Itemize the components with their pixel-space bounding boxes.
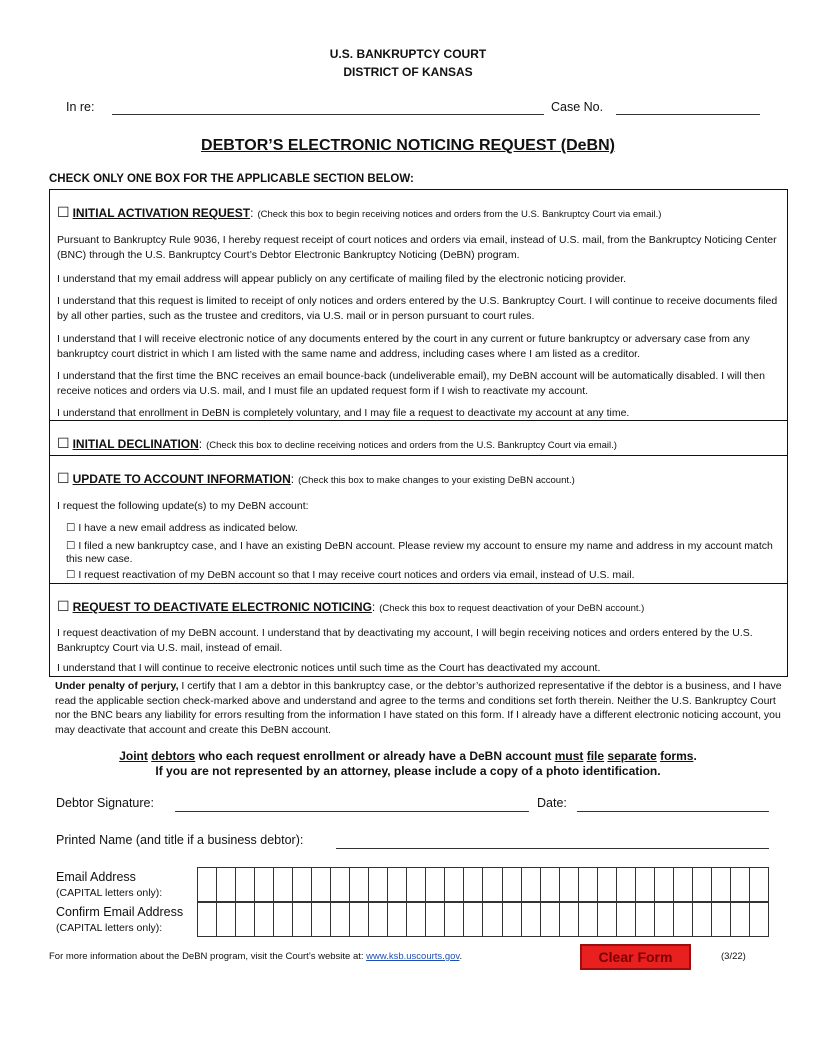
activation-paragraph-2: I understand that my email address will appear publicly on any certificate of mailing filed by the electronic noticing provider. bbox=[57, 273, 627, 285]
perjury-lead: Under penalty of perjury, bbox=[55, 680, 179, 692]
footer-period: . bbox=[459, 951, 463, 962]
must-word: must bbox=[554, 749, 584, 763]
perjury-text: I certify that I am a debtor in this bankruptcy case, or the debtor’s authorized representative if the debtor is a business, and I have read the applicable section check-marked above and understand and agree to the terms and conditions set forth therein. Neither the U.S. Bankruptcy Court nor the BNC bears any liability for errors resulting from the information I have stated on this form. If I already have a different electronic noticing account, you may deactivate that account and create this DeBN account. bbox=[55, 680, 782, 736]
confirm-email-grid[interactable] bbox=[197, 902, 769, 937]
date-label: Date: bbox=[537, 796, 567, 810]
update-account-checkbox[interactable]: ☐ bbox=[57, 470, 70, 486]
initial-declination-note: (Check this box to decline receiving notices and orders from the U.S. Bankruptcy Court via email.) bbox=[206, 440, 617, 451]
check-one-instruction: CHECK ONLY ONE BOX FOR THE APPLICABLE SECTION BELOW: bbox=[49, 173, 414, 185]
deactivate-header: ☐ REQUEST TO DEACTIVATE ELECTRONIC NOTICING: (Check this box to request deactivation of your DeBN account.) bbox=[57, 598, 645, 614]
new-email-checkbox[interactable]: ☐ bbox=[66, 522, 76, 534]
joint-debtors-notice bbox=[0, 749, 816, 764]
initial-declination-header: ☐ INITIAL DECLINATION: (Check this box to decline receiving notices and orders from the U.S. Bankruptcy Court via email.) bbox=[57, 435, 617, 451]
debtor-signature-field[interactable] bbox=[175, 811, 529, 812]
reactivation-label: I request reactivation of my DeBN account so that I may receive court notices and orders via email, instead of U.S. mail. bbox=[78, 569, 635, 581]
activation-paragraph-6: I understand that enrollment in DeBN is completely voluntary, and I may file a request to deactivate my account at any time. bbox=[57, 407, 630, 419]
activation-paragraph-3: I understand that this request is limited to receipt of only notices and orders entered by the U.S. Bankruptcy Court. I will continue to receive documents filed by all other parties, such as the trustee and creditors, via U.S. mail or in person pursuant to court rules. bbox=[57, 295, 778, 322]
court-website-link[interactable]: www.ksb.uscourts.gov bbox=[366, 951, 460, 962]
case-no-label: Case No. bbox=[551, 100, 604, 114]
initial-activation-note: (Check this box to begin receiving notices and orders from the U.S. Bankruptcy Court via email.) bbox=[257, 209, 662, 220]
activation-paragraph-4: I understand that I will receive electronic notice of any documents entered by the court in any current or future bankruptcy or adversary case from any bankruptcy court district in which I am listed with the same name and address, including cases where I am listed as a creditor. bbox=[57, 333, 750, 360]
forms-word: forms bbox=[660, 749, 694, 763]
deactivate-title: REQUEST TO DEACTIVATE ELECTRONIC NOTICING bbox=[72, 600, 372, 614]
email-capital-note: (CAPITAL letters only): bbox=[56, 887, 163, 899]
deactivate-paragraph-1: I request deactivation of my DeBN account. I understand that by deactivating my account, I will begin receiving notices and orders entered by the U.S. Bankruptcy Court via U.S. mail, instead of email. bbox=[57, 627, 753, 654]
update-option-reactivation bbox=[66, 569, 778, 582]
form-title: DEBTOR’S ELECTRONIC NOTICING REQUEST (DeBN) bbox=[201, 137, 615, 154]
reactivation-checkbox[interactable]: ☐ bbox=[66, 569, 76, 581]
email-address-grid[interactable] bbox=[197, 867, 769, 902]
initial-activation-header: ☐ INITIAL ACTIVATION REQUEST: (Check this box to begin receiving notices and orders from the U.S. Bankruptcy Court via email.) bbox=[57, 204, 662, 220]
update-account-intro: I request the following update(s) to my DeBN account: bbox=[57, 500, 309, 512]
initial-declination-title: INITIAL DECLINATION bbox=[72, 437, 199, 451]
printed-name-field[interactable] bbox=[336, 848, 769, 849]
confirm-capital-note: (CAPITAL letters only): bbox=[56, 922, 163, 934]
activation-paragraph-1: Pursuant to Bankruptcy Rule 9036, I hereby request receipt of court notices and orders via email, instead of U.S. mail, from the Bankruptcy Noticing Center (BNC) through the U.S. Bankruptcy Court’s Debtor Electronic Bankruptcy Noticing (DeBN) program. bbox=[57, 234, 777, 261]
deactivate-note: (Check this box to request deactivation of your DeBN account.) bbox=[379, 603, 645, 614]
new-case-label: I filed a new bankruptcy case, and I have an existing DeBN account. Please review my account to ensure my name and address in my account match this new case. bbox=[66, 540, 773, 565]
update-account-note: (Check this box to make changes to your existing DeBN account.) bbox=[298, 475, 575, 486]
deactivate-checkbox[interactable]: ☐ bbox=[57, 598, 70, 614]
case-no-field[interactable] bbox=[616, 114, 760, 115]
new-case-checkbox[interactable]: ☐ bbox=[66, 540, 76, 552]
deactivate-paragraph-2: I understand that I will continue to receive electronic notices until such time as the Court has deactivated my account. bbox=[57, 662, 601, 674]
joint-word: Joint bbox=[119, 749, 148, 763]
printed-name-label: Printed Name (and title if a business debtor): bbox=[56, 833, 304, 847]
debtors-word: debtors bbox=[151, 749, 196, 763]
court-name: U.S. BANKRUPTCY COURT bbox=[329, 47, 487, 61]
joint-period: . bbox=[693, 749, 697, 763]
joint-middle: who each request enrollment or already have a DeBN account bbox=[198, 749, 552, 763]
form-version: (3/22) bbox=[721, 951, 746, 962]
footer-info bbox=[49, 951, 462, 962]
separate-word: separate bbox=[607, 749, 657, 763]
initial-declination-checkbox[interactable]: ☐ bbox=[57, 435, 70, 451]
footer-text: For more information about the DeBN program, visit the Court’s website at: bbox=[49, 951, 367, 962]
initial-activation-checkbox[interactable]: ☐ bbox=[57, 204, 70, 220]
photo-id-notice: If you are not represented by an attorney, please include a copy of a photo identification. bbox=[155, 764, 661, 778]
update-option-new-email bbox=[66, 522, 778, 535]
file-word: file bbox=[586, 749, 605, 763]
in-re-field[interactable] bbox=[112, 114, 544, 115]
date-field[interactable] bbox=[577, 811, 769, 812]
in-re-label: In re: bbox=[66, 100, 95, 114]
perjury-statement bbox=[55, 679, 790, 737]
new-email-label: I have a new email address as indicated below. bbox=[78, 522, 298, 534]
initial-activation-title: INITIAL ACTIVATION REQUEST bbox=[72, 206, 251, 220]
activation-paragraph-5: I understand that the first time the BNC receives an email bounce-back (undeliverable email), my DeBN account will be automatically disabled. I will then receive notices and orders via U.S. mail, and I must file an updated request form if I wish to reactivate my account. bbox=[57, 370, 765, 397]
update-account-title: UPDATE TO ACCOUNT INFORMATION bbox=[72, 472, 291, 486]
clear-form-button[interactable]: Clear Form bbox=[580, 944, 691, 970]
debtor-signature-label: Debtor Signature: bbox=[56, 796, 154, 810]
update-option-new-case bbox=[66, 540, 778, 565]
email-address-label: Email Address bbox=[56, 870, 136, 884]
district-name: DISTRICT OF KANSAS bbox=[343, 65, 473, 79]
update-account-header: ☐ UPDATE TO ACCOUNT INFORMATION: (Check this box to make changes to your existing DeBN account.) bbox=[57, 470, 575, 486]
confirm-email-label: Confirm Email Address bbox=[56, 905, 184, 919]
